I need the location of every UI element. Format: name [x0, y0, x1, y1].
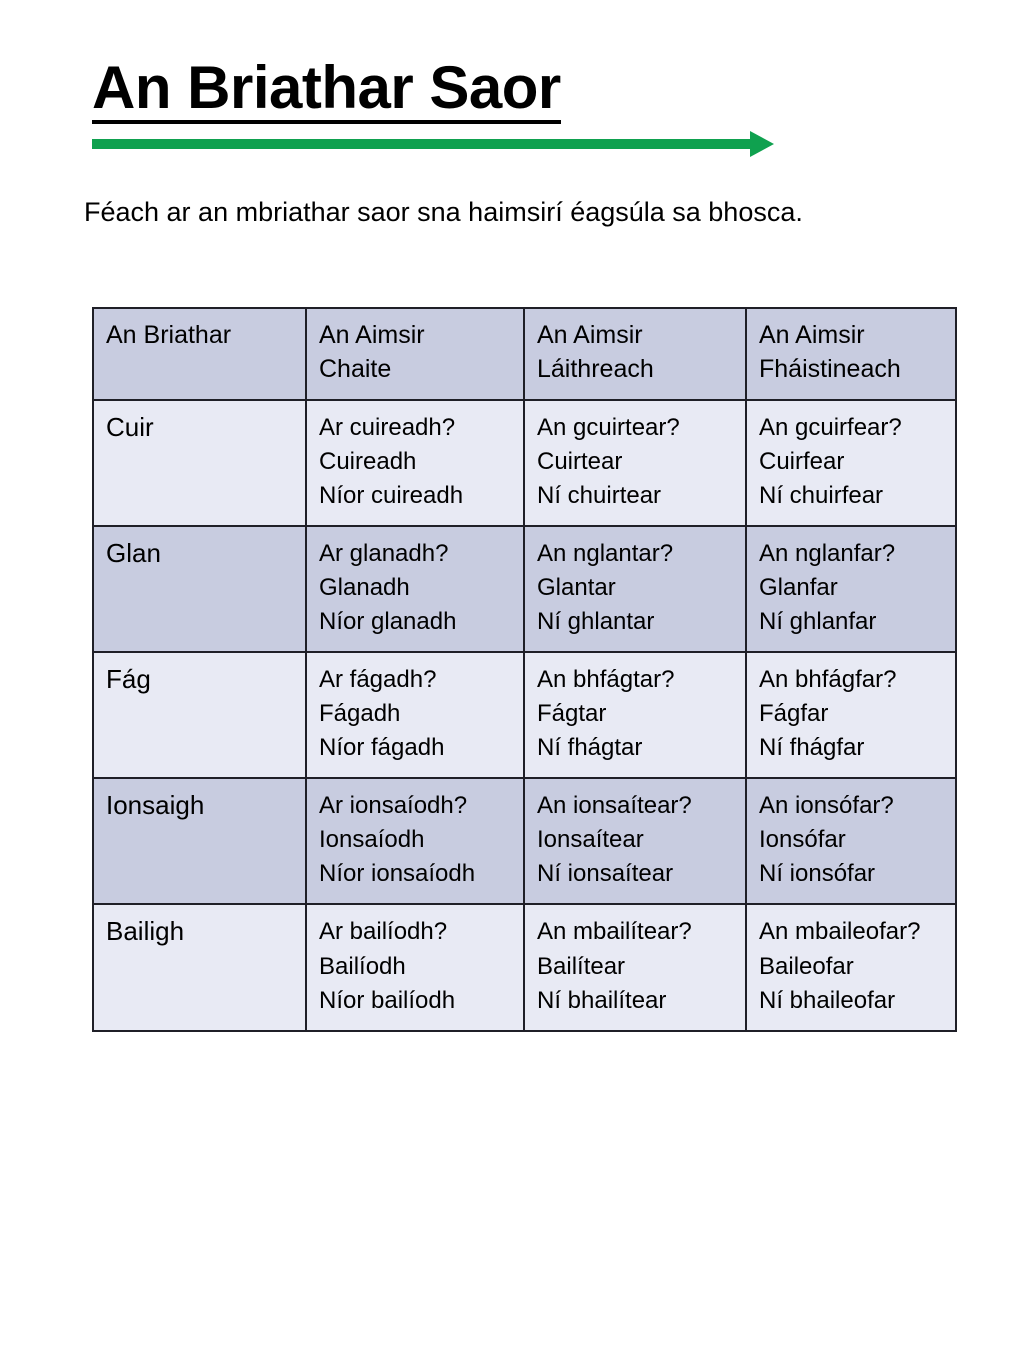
arrow-head	[750, 131, 774, 157]
form-positive: Fágadh	[319, 700, 401, 728]
form-positive: Glantar	[537, 573, 616, 601]
form-positive: Glanadh	[319, 573, 410, 601]
table-header-row	[93, 308, 956, 400]
form-negative: Ní fhágfar	[759, 734, 865, 762]
table-row	[93, 904, 956, 1030]
form-positive: Ionsaíodh	[319, 826, 425, 854]
forms-aimsir-laithreach	[524, 778, 746, 904]
forms-aimsir-laithreach	[524, 526, 746, 652]
form-positive: Fágtar	[537, 700, 607, 728]
form-negative: Níor fágadh	[319, 734, 445, 762]
column-header-fhaistineach	[746, 308, 956, 400]
forms-aimsir-chaite	[306, 652, 524, 778]
table-row	[93, 526, 956, 652]
column-header-briathar	[93, 308, 306, 400]
form-question: An nglanfar?	[759, 539, 896, 567]
forms-aimsir-laithreach	[524, 652, 746, 778]
column-header-chaite	[306, 308, 524, 400]
form-negative: Ní ionsófar	[759, 860, 876, 888]
forms-aimsir-laithreach	[524, 904, 746, 1030]
form-question: Ar fágadh?	[319, 665, 437, 693]
form-positive: Ionsaítear	[537, 826, 644, 854]
form-question: An gcuirfear?	[759, 413, 902, 441]
verb-name: Fág	[93, 652, 306, 778]
form-negative: Níor ionsaíodh	[319, 860, 476, 888]
form-negative: Ní chuirtear	[537, 481, 662, 509]
table-row	[93, 400, 956, 526]
forms-aimsir-fhaistineach	[746, 904, 956, 1030]
column-header-laithreach-line1: An Aimsir	[537, 321, 643, 349]
verb-name: Bailigh	[93, 904, 306, 1030]
forms-aimsir-fhaistineach	[746, 652, 956, 778]
forms-aimsir-chaite	[306, 904, 524, 1030]
form-negative: Níor cuireadh	[319, 481, 464, 509]
form-positive: Bailíodh	[319, 952, 406, 980]
forms-aimsir-fhaistineach	[746, 778, 956, 904]
form-negative: Ní fhágtar	[537, 734, 643, 762]
form-positive: Cuirtear	[537, 447, 623, 475]
form-positive: Bailítear	[537, 952, 626, 980]
forms-aimsir-chaite	[306, 526, 524, 652]
table-row	[93, 778, 956, 904]
form-question: An ionsófar?	[759, 792, 894, 820]
form-negative: Ní ghlanfar	[759, 607, 877, 635]
forms-aimsir-chaite	[306, 778, 524, 904]
form-question: An gcuirtear?	[537, 413, 680, 441]
column-header-fhaistineach-line2: Fháistineach	[759, 354, 901, 383]
form-question: An mbaileofar?	[759, 918, 921, 946]
forms-aimsir-fhaistineach	[746, 526, 956, 652]
form-question: An bhfágfar?	[759, 665, 897, 693]
column-header-fhaistineach-line1: An Aimsir	[759, 321, 865, 349]
verb-table-container	[92, 307, 955, 1032]
form-negative: Níor glanadh	[319, 607, 457, 635]
column-header-briathar-line1: An Briathar	[106, 321, 232, 349]
verb-name: Cuir	[93, 400, 306, 526]
verb-name: Glan	[93, 526, 306, 652]
form-question: An bhfágtar?	[537, 665, 675, 693]
form-positive: Baileofar	[759, 952, 854, 980]
form-negative: Ní bhailítear	[537, 986, 667, 1014]
form-positive: Ionsófar	[759, 826, 846, 854]
verb-name: Ionsaigh	[93, 778, 306, 904]
form-positive: Cuirfear	[759, 447, 845, 475]
form-question: An mbailítear?	[537, 918, 692, 946]
form-question: Ar ionsaíodh?	[319, 792, 468, 820]
forms-aimsir-chaite	[306, 400, 524, 526]
form-positive: Cuireadh	[319, 447, 417, 475]
instruction-text: Féach ar an mbriathar saor sna haimsirí éagsúla sa bhosca.	[84, 197, 803, 227]
form-question: An ionsaítear?	[537, 792, 692, 820]
page-title	[92, 54, 852, 124]
form-question: An nglantar?	[537, 539, 674, 567]
arrow-shaft	[92, 139, 758, 149]
form-negative: Ní bhaileofar	[759, 986, 896, 1014]
forms-aimsir-fhaistineach	[746, 400, 956, 526]
form-positive: Fágfar	[759, 700, 829, 728]
form-question: Ar glanadh?	[319, 539, 449, 567]
page-title-text: An Briathar Saor	[92, 58, 561, 124]
form-question: Ar bailíodh?	[319, 918, 448, 946]
form-positive: Glanfar	[759, 573, 838, 601]
verb-table	[92, 307, 957, 1032]
form-negative: Ní ghlantar	[537, 607, 655, 635]
form-negative: Ní ionsaítear	[537, 860, 674, 888]
form-negative: Níor bailíodh	[319, 986, 456, 1014]
column-header-chaite-line2: Chaite	[319, 354, 392, 383]
form-question: Ar cuireadh?	[319, 413, 456, 441]
green-arrow-icon	[92, 131, 782, 157]
column-header-chaite-line1: An Aimsir	[319, 321, 425, 349]
forms-aimsir-laithreach	[524, 400, 746, 526]
column-header-laithreach	[524, 308, 746, 400]
form-negative: Ní chuirfear	[759, 481, 884, 509]
table-row	[93, 652, 956, 778]
column-header-laithreach-line2: Láithreach	[537, 354, 654, 383]
